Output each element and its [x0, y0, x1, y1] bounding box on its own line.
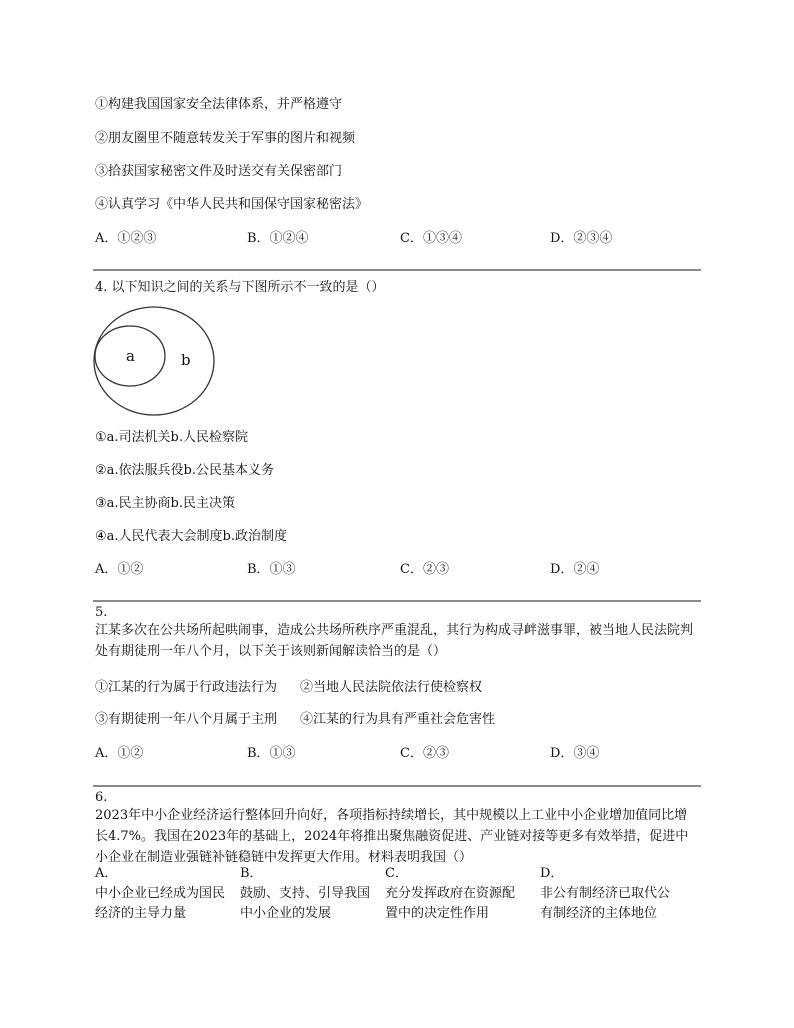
q4-item-2: ②a.依法服兵役b.公民基本义务 — [95, 463, 274, 478]
q4-option-b: B．①③ — [247, 562, 296, 577]
q6-option-a-text: 中小企业已经成为国民经济的主导力量 — [95, 886, 226, 921]
q4-option-c: C．②③ — [400, 562, 449, 577]
q4-item-4: ④a.人民代表大会制度b.政治制度 — [95, 529, 287, 544]
q4-option-d: D．②④ — [550, 562, 600, 577]
q6-option-b-letter: B． — [240, 866, 263, 881]
q6-option-a-letter: A． — [95, 866, 118, 881]
venn-diagram — [90, 303, 220, 421]
q4-stem: 4. 以下知识之间的关系与下图所示不一致的是（） — [95, 280, 385, 295]
q5-option-a: A．①② — [95, 746, 144, 761]
q3-item-3: ③拾获国家秘密文件及时送交有关保密部门 — [95, 164, 343, 179]
q6-option-b-text: 鼓励、支持、引导我国中小企业的发展 — [240, 886, 371, 921]
q5-stem: 江某多次在公共场所起哄闹事，造成公共场所秩序严重混乱，其行为构成寻衅滋事罪，被当地人民法院判处有期徒刑一年八个月，以下关于该则新闻解读恰当的是（） — [95, 623, 694, 659]
q5-item-2: ②当地人民法院依法行使检察权 — [300, 680, 483, 695]
q5-number: 5. — [95, 605, 108, 620]
q3-item-4: ④认真学习《中华人民共和国保守国家秘密法》 — [95, 197, 369, 212]
q4-item-1: ①a.司法机关b.人民检察院 — [95, 430, 248, 445]
separator-rule — [93, 600, 701, 602]
q3-item-2: ②朋友圈里不随意转发关于军事的图片和视频 — [95, 131, 356, 146]
label-b: b — [181, 351, 191, 369]
q3-option-d: D．②③④ — [550, 231, 613, 246]
q3-item-1: ①构建我国国家安全法律体系，并严格遵守 — [95, 97, 343, 112]
q3-option-c: C．①③④ — [400, 231, 462, 246]
q6-option-c — [385, 864, 525, 924]
q4-option-a: A．①② — [95, 562, 144, 577]
q6-option-c-text: 充分发挥政府在资源配置中的决定性作用 — [385, 886, 516, 921]
q5-option-c: C．②③ — [400, 746, 449, 761]
separator-rule — [93, 269, 701, 271]
q5-item-4: ④江某的行为具有严重社会危害性 — [300, 712, 496, 727]
q6-option-a — [95, 864, 235, 924]
q5-option-d: D．③④ — [550, 746, 600, 761]
q6-number: 6. — [95, 790, 108, 805]
outer-ellipse — [94, 307, 214, 415]
separator-rule — [93, 785, 701, 787]
q6-option-d-text: 非公有制经济已取代公有制经济的主体地位 — [540, 886, 671, 921]
q5-option-b: B．①③ — [247, 746, 296, 761]
q5-item-1: ①江某的行为属于行政违法行为 — [95, 680, 278, 695]
q6-option-d — [540, 864, 680, 924]
q3-option-a: A．①②③ — [95, 231, 157, 246]
q3-option-b: B．①②④ — [247, 231, 309, 246]
q6-option-c-letter: C． — [385, 866, 408, 881]
q6-option-b — [240, 864, 380, 924]
q6-option-d-letter: D． — [540, 866, 564, 881]
q5-item-3: ③有期徒刑一年八个月属于主刑 — [95, 712, 278, 727]
q6-stem: 2023年中小企业经济运行整体回升向好，各项指标持续增长，其中规模以上工业中小企业增加值同比增长4.7%。我国在2023年的基础上，2024年将推出聚焦融资促进、产业链对接等更多有效举措，促进中小企业在制造业强链补链稳链中发挥更大作用。材料表明我国（） — [95, 808, 689, 865]
q4-item-3: ③a.民主协商b.民主决策 — [95, 496, 235, 511]
label-a: a — [126, 347, 135, 365]
